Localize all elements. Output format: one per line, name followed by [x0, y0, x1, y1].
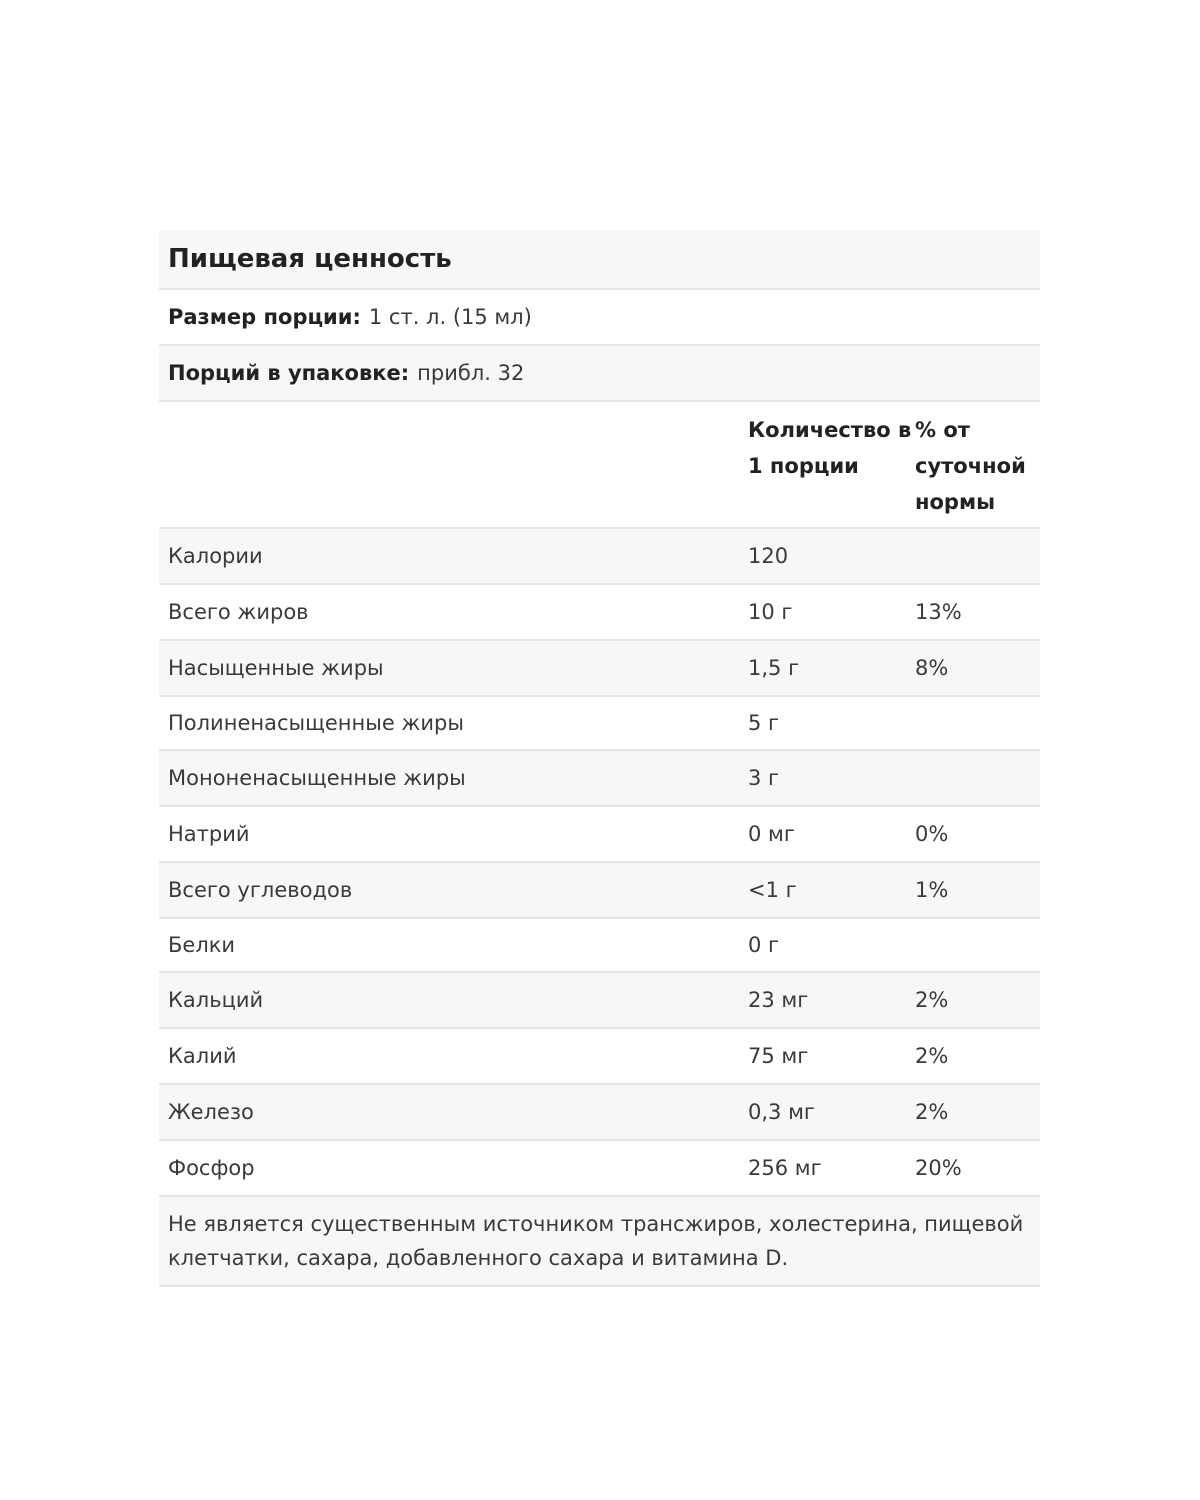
servings-per-container-row [159, 346, 1040, 402]
nutrient-name: Кальций [168, 988, 264, 1012]
table-row [159, 863, 1040, 919]
table-row [159, 641, 1040, 697]
nutrient-name: Железо [168, 1100, 254, 1124]
nutrient-daily-value: 2% [915, 1100, 949, 1124]
nutrient-name: Калории [168, 544, 263, 568]
nutrient-amount: 120 [748, 544, 789, 568]
nutrient-daily-value: 0% [915, 822, 949, 846]
nutrient-amount: 10 г [748, 600, 793, 624]
nutrient-name: Фосфор [168, 1156, 255, 1180]
nutrient-name: Белки [168, 933, 236, 957]
table-row [159, 973, 1040, 1029]
nutrient-daily-value: 13% [915, 600, 962, 624]
nutrient-daily-value: 1% [915, 878, 949, 902]
table-row [159, 585, 1040, 641]
nutrient-amount: 5 г [748, 711, 780, 735]
column-header-row [159, 402, 1040, 529]
nutrient-name: Калий [168, 1044, 237, 1068]
nutrient-name: Мононенасыщенные жиры [168, 766, 466, 790]
servings-per-container-label: Порций в упаковке: [168, 361, 410, 385]
nutrient-amount: 1,5 г [748, 656, 800, 680]
nutrient-amount: 23 мг [748, 988, 809, 1012]
nutrient-daily-value: 2% [915, 988, 949, 1012]
nutrient-name: Всего углеводов [168, 878, 353, 902]
table-row [159, 1029, 1040, 1085]
nutrient-amount: 0 мг [748, 822, 795, 846]
nutrient-name: Насыщенные жиры [168, 656, 384, 680]
table-row [159, 919, 1040, 973]
nutrient-name: Полиненасыщенные жиры [168, 711, 464, 735]
table-row [159, 807, 1040, 863]
nutrient-amount: 256 мг [748, 1156, 822, 1180]
serving-size-row [159, 290, 1040, 346]
nutrient-amount: 0,3 мг [748, 1100, 815, 1124]
nutrient-daily-value: 2% [915, 1044, 949, 1068]
table-row [159, 697, 1040, 751]
nutrient-daily-value: 20% [915, 1156, 962, 1180]
nutrient-name: Натрий [168, 822, 250, 846]
footnote: Не является существенным источником трансжиров, холестерина, пищевой клетчатки, сахара, добавленного сахара и витамина D. [159, 1197, 1040, 1287]
nutrient-rows [159, 529, 1040, 1197]
nutrient-amount: 75 мг [748, 1044, 809, 1068]
nutrient-amount: 0 г [748, 933, 780, 957]
table-row [159, 1141, 1040, 1197]
daily-value-column-header: % от суточной нормы [915, 418, 1026, 514]
table-title: Пищевая ценность [159, 230, 1040, 290]
nutrition-facts-table [159, 230, 1040, 1287]
nutrient-amount: <1 г [748, 878, 797, 902]
serving-size-value: 1 ст. л. (15 мл) [368, 305, 532, 329]
table-row [159, 1085, 1040, 1141]
serving-size-label: Размер порции: [168, 305, 361, 329]
table-row [159, 751, 1040, 807]
nutrient-daily-value: 8% [915, 656, 949, 680]
amount-column-header: Количество в 1 порции [748, 418, 912, 478]
nutrient-amount: 3 г [748, 766, 780, 790]
nutrient-name: Всего жиров [168, 600, 309, 624]
servings-per-container-value: прибл. 32 [417, 361, 525, 385]
table-row [159, 529, 1040, 585]
